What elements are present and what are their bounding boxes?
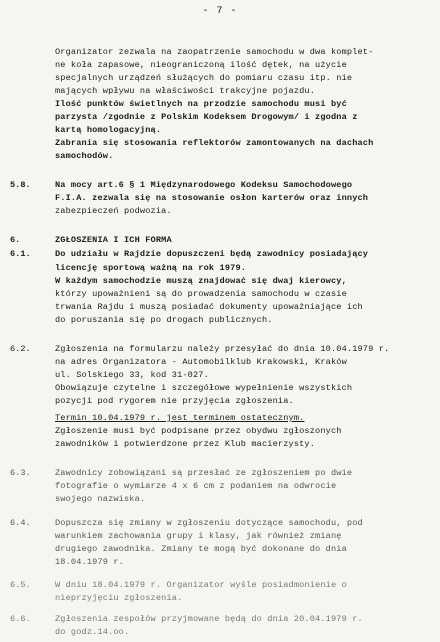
section-number: 5.8. bbox=[10, 180, 31, 190]
text-line: 18.04.1979 r. bbox=[55, 557, 124, 567]
text-line: pozycji pod rygorem nie przyjęcia zgłoszenia. bbox=[55, 396, 294, 406]
text-line: trwania Rajdu i muszą posiadać dokumenty upoważniające ich bbox=[55, 302, 363, 312]
text-line: nieprzyjęciu zgłoszenia. bbox=[55, 593, 183, 603]
text-line: Na mocy art.6 § 1 Międzynarodowego Kodeksu Samochodowego bbox=[55, 180, 353, 190]
text-line: Zabrania się stosowania reflektorów zamontowanych na dachach bbox=[55, 138, 374, 148]
text-line: Ilość punktów świetlnych na przodzie samochodu musi być bbox=[55, 99, 347, 109]
text-line: ne koła zapasowe, nieograniczoną ilość dętek, na użycie bbox=[55, 60, 347, 70]
text-line: Zgłoszenia na formularzu należy przesyłać do dnia 10.04.1979 r. bbox=[55, 344, 390, 354]
deadline-note: Termin 10.04.1979 r. jest terminem ostatecznym. bbox=[55, 413, 305, 423]
text-line: warunkiem zachowania grupy i klasy, jak również zmianę bbox=[55, 531, 342, 541]
text-line: do godz.14.oo. bbox=[55, 627, 130, 637]
section-number: 6.5. bbox=[10, 580, 31, 590]
text-line: W każdym samochodzie muszą znajdować się dwaj kierowcy, bbox=[55, 276, 347, 286]
text-line: Zawodnicy zobowiązani są przesłać ze zgłoszeniem po dwie bbox=[55, 468, 353, 478]
text-line: zabezpieczeń podwozia. bbox=[55, 206, 172, 216]
text-line: na adres Organizatora - Automobilklub Krakowski, Kraków bbox=[55, 357, 347, 367]
text-line: Do udziału w Rajdzie dopuszczeni będą zawodnicy posiadający bbox=[55, 249, 369, 259]
text-line: fotografie o wymiarze 4 x 6 cm z podaniem na odwrocie bbox=[55, 481, 337, 491]
text-line: do poruszania się po drogach publicznych. bbox=[55, 315, 273, 325]
text-line: Zgłoszenia zespołów przyjmowane będą do dnia 20.04.1979 r. bbox=[55, 614, 363, 624]
section-number: 6.2. bbox=[10, 344, 31, 354]
text-line: ul. Solskiego 33, kod 31-027. bbox=[55, 370, 209, 380]
text-line: mających wpływu na właściwości trakcyjne pojazdu. bbox=[55, 86, 316, 96]
text-line: Zgłoszenie musi być podpisane przez obydwu zgłoszonych bbox=[55, 426, 342, 436]
text-line: którzy upoważnieni są do prowadzenia samochodu w czasie bbox=[55, 289, 347, 299]
text-line: parzysta /zgodnie z Polskim Kodeksem Drogowym/ i zgodna z bbox=[55, 112, 358, 122]
text-line: zawodników i potwierdzone przez Klub macierzysty. bbox=[55, 439, 316, 449]
text-line: F.I.A. zezwala się na stosowanie osłon karterów oraz innych bbox=[55, 193, 369, 203]
text-line: kartą homologacyjną. bbox=[55, 125, 162, 135]
text-line: W dniu 18.04.1979 r. Organizator wyśle posiadmonienie o bbox=[55, 580, 347, 590]
text-line: drugiego zawodnika. Zmiany te mogą być dokonane do dnia bbox=[55, 544, 347, 554]
text-line: samochodów. bbox=[55, 151, 114, 161]
text-line: licencję sportową ważną na rok 1979. bbox=[55, 263, 247, 273]
section-number: 6.1. bbox=[10, 249, 31, 259]
section-number: 6.3. bbox=[10, 468, 31, 478]
text-line: swojego nazwiska. bbox=[55, 494, 146, 504]
text-line: Dopuszcza się zmiany w zgłoszeniu dotyczące samochodu, pod bbox=[55, 518, 363, 528]
text-line: Organizator zezwala na zaopatrzenie samochodu w dwa komplet- bbox=[55, 47, 374, 57]
page-number: - 7 - bbox=[202, 6, 238, 17]
section-number: 6.4. bbox=[10, 518, 31, 528]
section-number: 6. bbox=[10, 235, 21, 245]
section-heading: ZGŁOSZENIA I ICH FORMA bbox=[55, 235, 172, 245]
section-number: 6.6. bbox=[10, 614, 31, 624]
text-line: Obowiązuje czytelne i szczegółowe wypełnienie wszystkich bbox=[55, 383, 353, 393]
text-line: specjalnych urządzeń służących do pomiaru czasu itp. nie bbox=[55, 73, 353, 83]
